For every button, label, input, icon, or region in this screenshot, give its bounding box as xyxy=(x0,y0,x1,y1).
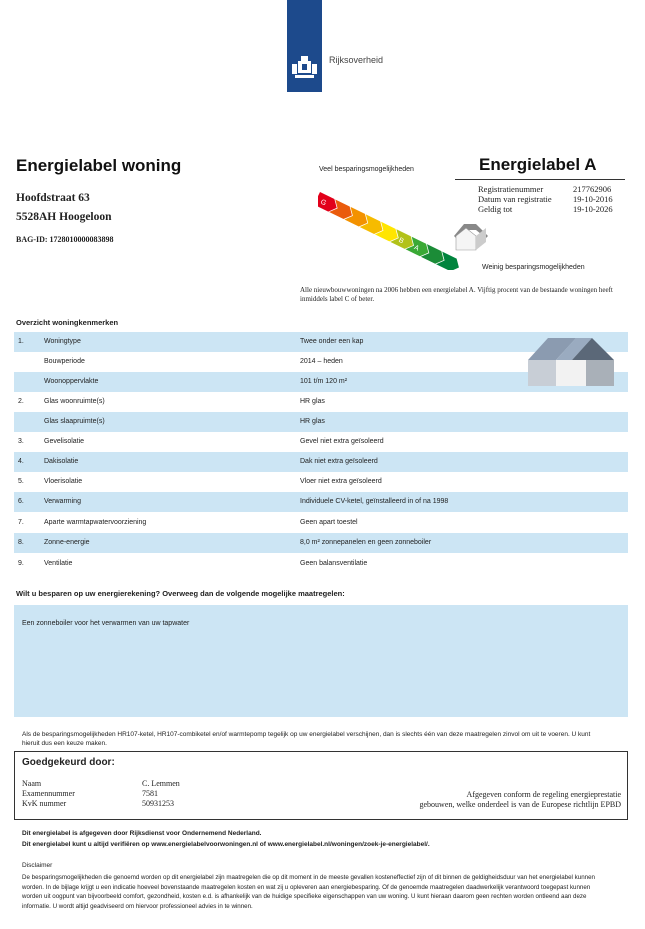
meta-key: Geldig tot xyxy=(478,204,513,214)
scale-bottom-label: Weinig besparingsmogelijkheden xyxy=(482,264,585,271)
row-value: Twee onder een kap xyxy=(300,338,364,345)
address-street: Hoofdstraat 63 xyxy=(16,192,90,204)
approved-statement xyxy=(340,790,621,810)
meta-key: Datum van registratie xyxy=(478,194,552,204)
row-value: Dak niet extra geïsoleerd xyxy=(300,458,378,465)
row-value: 2014 – heden xyxy=(300,358,343,365)
page-title: Energielabel woning xyxy=(16,156,182,175)
table-row xyxy=(14,472,628,492)
issued-line: Dit energielabel is afgegeven door Rijksdienst voor Ondernemend Nederland. xyxy=(22,830,262,837)
row-value: HR glas xyxy=(300,418,325,425)
row-number: 2. xyxy=(18,398,24,405)
row-key: Gevelisolatie xyxy=(44,438,85,445)
house-icon xyxy=(526,334,616,388)
scale-letter-b: B xyxy=(397,236,405,246)
divider xyxy=(455,179,625,180)
row-key: Dakisolatie xyxy=(44,458,79,465)
hr-note: Als de besparingsmogelijkheden HR107-ketel, HR107-combiketel en/of warmtepomp tegelijk op uw energielabel verschijnen, dan is slechts één van deze maatregelen zinvol om uit te voeren. U kunt hieruit dus een keuze maken. xyxy=(22,731,591,747)
table-row xyxy=(14,432,628,452)
approved-key: KvK nummer xyxy=(22,799,67,808)
row-number: 8. xyxy=(18,539,24,546)
row-key: Vloerisolatie xyxy=(44,478,83,485)
table-row xyxy=(14,392,628,412)
approved-title: Goedgekeurd door: xyxy=(22,757,115,768)
approved-key: Examennummer xyxy=(22,789,75,798)
row-key: Glas slaapruimte(s) xyxy=(44,418,105,425)
row-value: Vloer niet extra geïsoleerd xyxy=(300,478,382,485)
crest-icon xyxy=(289,54,320,84)
table-row xyxy=(14,492,628,512)
logo-text: Rijksoverheid xyxy=(329,55,384,65)
table-row xyxy=(14,412,628,432)
label-heading: Energielabel A xyxy=(479,155,597,174)
row-key: Verwarming xyxy=(44,498,81,505)
row-key: Zonne-energie xyxy=(44,539,90,546)
approved-statement-line: gebouwen, welke onderdeel is van de Europese richtlijn EPBD xyxy=(419,800,621,809)
row-number: 9. xyxy=(18,560,24,567)
energy-label-scale xyxy=(318,178,493,270)
approved-value: 50931253 xyxy=(142,799,174,808)
label-note: Alle nieuwbouwwoningen na 2006 hebben een energielabel A. Vijftig procent van de bestaande woningen heeft inmiddels label C of beter. xyxy=(300,286,613,303)
table-row xyxy=(14,533,628,553)
row-key: Woningtype xyxy=(44,338,81,345)
address-city: 5528AH Hoogeloon xyxy=(16,211,112,223)
meta-value: 19-10-2016 xyxy=(573,194,613,204)
row-key: Woonoppervlakte xyxy=(44,378,99,385)
row-value: HR glas xyxy=(300,398,325,405)
row-key: Bouwperiode xyxy=(44,358,85,365)
bag-id: BAG-ID: 1728010000083898 xyxy=(16,235,114,244)
approved-statement-line: Afgegeven conform de regeling energieprestatie xyxy=(466,790,621,799)
row-value: 101 t/m 120 m² xyxy=(300,378,348,385)
row-value: 8,0 m² zonnepanelen en geen zonneboiler xyxy=(300,539,432,546)
section-title: Overzicht woningkenmerken xyxy=(16,318,119,327)
scale-letter-g: G xyxy=(319,198,328,208)
row-key: Glas woonruimte(s) xyxy=(44,398,105,405)
row-value: Gevel niet extra geïsoleerd xyxy=(300,438,384,445)
row-number: 6. xyxy=(18,498,24,505)
table-row xyxy=(14,452,628,472)
measure-item: Een zonneboiler voor het verwarmen van uw tapwater xyxy=(22,620,190,627)
scale-letter-a: A xyxy=(412,244,420,253)
row-key: Aparte warmtapwatervoorziening xyxy=(44,519,147,526)
row-value: Individuele CV-ketel, geïnstalleerd in of na 1998 xyxy=(300,498,449,505)
row-number: 1. xyxy=(18,338,24,345)
row-value: Geen balansventilatie xyxy=(300,560,368,567)
row-number: 4. xyxy=(18,458,24,465)
approved-key: Naam xyxy=(22,779,42,788)
disclaimer-title: Disclaimer xyxy=(22,862,53,869)
row-number: 5. xyxy=(18,478,24,485)
disclaimer-text: De besparingsmogelijkheden die genoemd worden op dit energielabel zijn maatregelen die op dit moment in de meeste gevallen kosteneffectief zijn of dit binnen de geldigheidsduur van het energielabel kunnen worden. In de bijlage krijgt u een indicatie hoeveel bovenstaande maatregelen kosten en wat zij u opleveren aan energiebesparing. Of de genoemde maatregelen daadwerkelijk verantwoord toegepast kunnen worden uit oogpunt van bijvoorbeeld comfort, gezondheid, kosten e.d. is afhankelijk van de huidige specifieke eigenschappen van uw woning. U kunt hieraan daarom geen rechten worden ontleend aan deze informatie. U wordt altijd geadviseerd om hiervoor professioneel advies in te winnen. xyxy=(22,874,595,910)
measures-title: Wilt u besparen op uw energierekening? Overweeg dan de volgende mogelijke maatregelen: xyxy=(16,589,345,598)
row-value: Geen apart toestel xyxy=(300,519,358,526)
row-number: 3. xyxy=(18,438,24,445)
scale-top-label: Veel besparingsmogelijkheden xyxy=(319,166,414,173)
table-row xyxy=(14,513,628,533)
approved-value: 7581 xyxy=(142,789,158,798)
row-key: Ventilatie xyxy=(44,560,73,567)
table-row xyxy=(14,554,628,574)
row-number: 7. xyxy=(18,519,24,526)
approved-value: C. Lemmen xyxy=(142,779,180,788)
small-house-icon xyxy=(454,224,488,250)
meta-value: 217762906 xyxy=(573,184,612,194)
meta-value: 19-10-2026 xyxy=(573,204,613,214)
meta-key: Registratienummer xyxy=(478,184,544,194)
issued-line: Dit energielabel kunt u altijd verifiëren op www.energielabelvoorwoningen.nl of www.energielabel.nl/woningen/zoek-je-energielabel/. xyxy=(22,841,430,848)
